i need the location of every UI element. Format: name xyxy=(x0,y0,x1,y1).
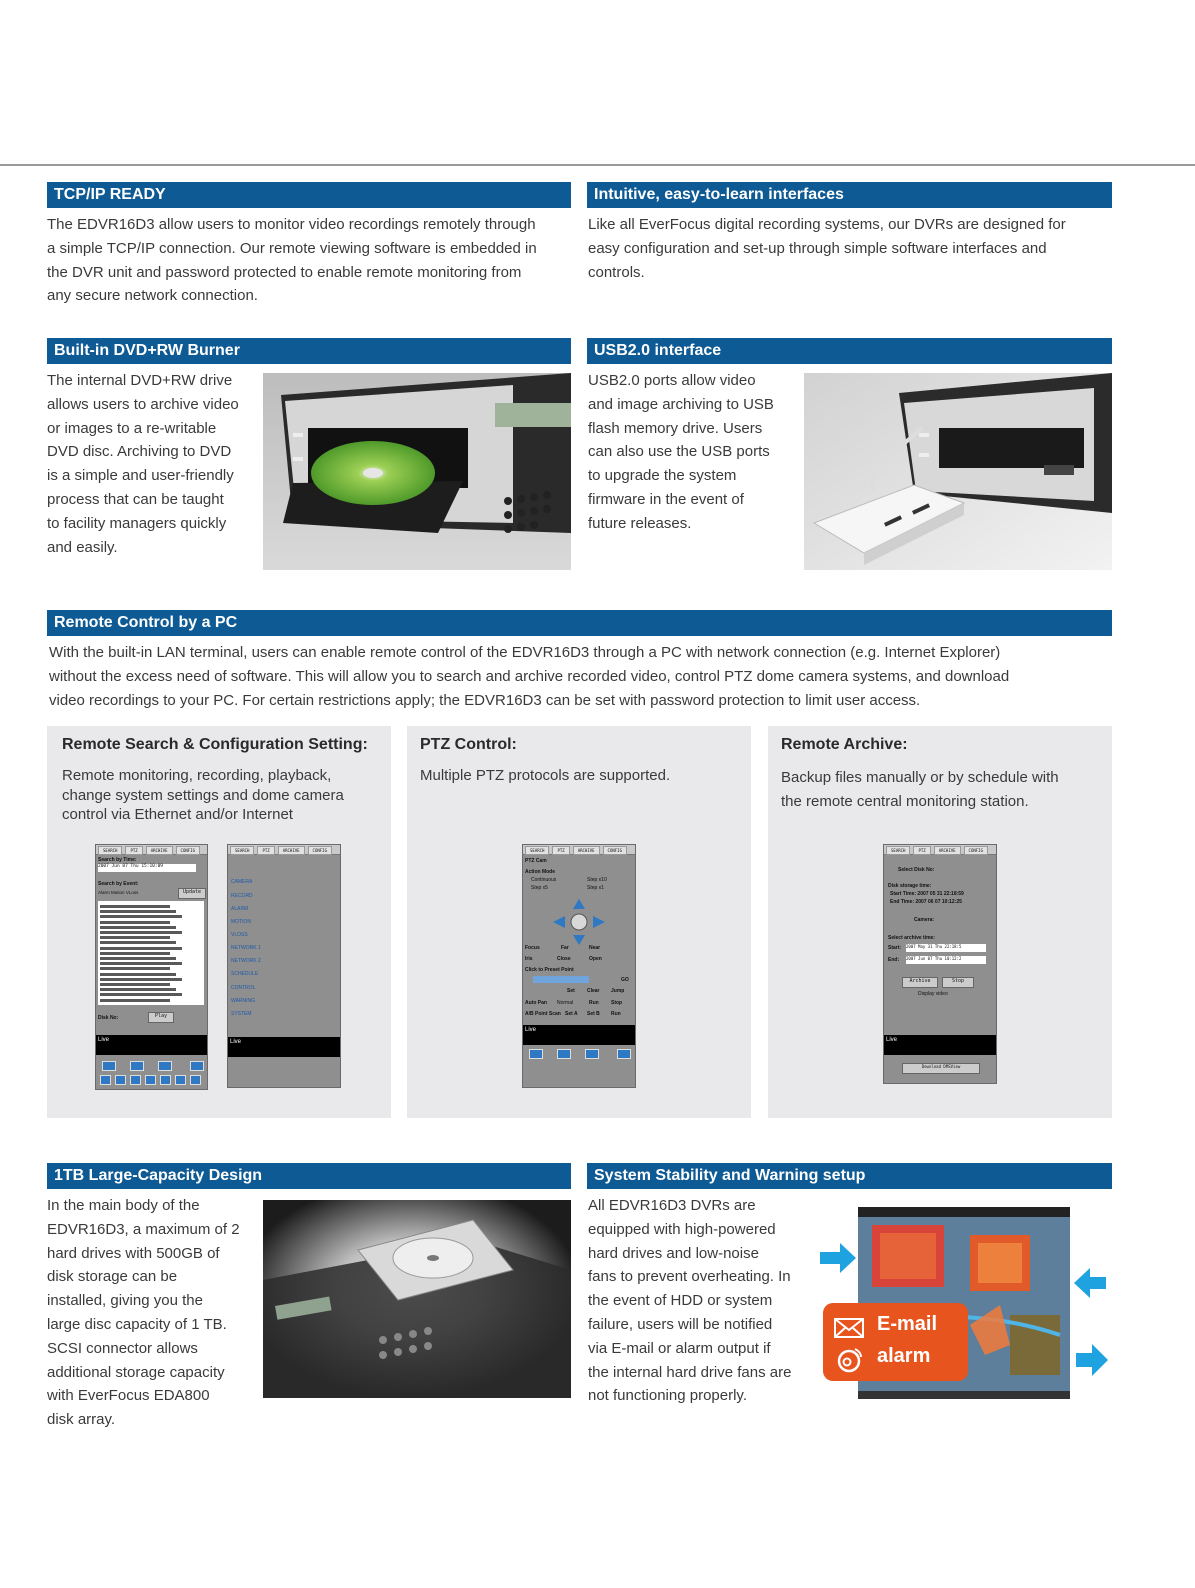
playback-button[interactable] xyxy=(160,1075,171,1085)
remote-text xyxy=(49,641,1114,712)
control-button[interactable] xyxy=(529,1049,543,1059)
set-b-button[interactable]: Set B xyxy=(587,1011,600,1017)
text-line: the DVR unit and password protected to enable remote monitoring from xyxy=(47,263,522,281)
far-button[interactable]: Far xyxy=(561,945,569,951)
tab-archive[interactable]: ARCHIVE xyxy=(278,846,305,855)
text-line: without the excess need of software. This will allow you to search and archive recorded video, control PTZ dome camera systems, and download xyxy=(49,667,1010,685)
event-list-row[interactable] xyxy=(100,988,176,991)
text-line: easy configuration and set-up through simple software interfaces and xyxy=(588,239,1047,257)
arrow-right-icon xyxy=(820,1243,856,1273)
text-line: and image archiving to USB xyxy=(588,395,774,413)
event-list-row[interactable] xyxy=(100,921,170,924)
filter-vloss[interactable]: VLoss xyxy=(125,890,139,895)
archive-button[interactable]: Archive xyxy=(902,977,938,988)
playback-button[interactable] xyxy=(130,1075,141,1085)
tab-archive[interactable]: ARCHIVE xyxy=(934,846,961,855)
dvd-burner-photo xyxy=(263,373,571,570)
text-line: failure, users will be notified xyxy=(588,1315,773,1333)
text-line: Like all EverFocus digital recording systems, our DVRs are designed for xyxy=(588,216,1066,233)
menu-control[interactable]: CONTROL xyxy=(231,985,256,991)
panel-ptz-control xyxy=(407,726,751,1118)
control-button[interactable] xyxy=(557,1049,571,1059)
tab-search[interactable]: SEARCH xyxy=(98,846,122,855)
dvd-text xyxy=(47,369,262,559)
ab-run-button[interactable]: Run xyxy=(611,1011,621,1017)
filter-alarm[interactable]: Alarm xyxy=(98,890,110,895)
playback-button[interactable] xyxy=(175,1075,186,1085)
panel-title: PTZ Control: xyxy=(420,736,517,753)
arrow-right-icon xyxy=(1076,1344,1108,1376)
text-line: SCSI connector allows xyxy=(47,1339,198,1357)
auto-pan-select[interactable]: Normal xyxy=(557,1000,574,1006)
screen-tabs xyxy=(523,845,635,855)
text-line: not functioning properly. xyxy=(588,1387,747,1405)
alarm-label: alarm xyxy=(877,1345,931,1367)
auto-pan-label: Auto Pan xyxy=(525,1000,547,1006)
text-line: the remote central monitoring station. xyxy=(781,793,1029,810)
live-view: Live xyxy=(884,1035,996,1055)
menu-system[interactable]: SYSTEM xyxy=(231,1011,252,1017)
live-view: Live xyxy=(96,1035,207,1055)
menu-vloss[interactable]: VLOSS xyxy=(231,932,248,938)
text-line: video recordings to your PC. For certain restrictions apply; the EDVR16D3 can be set with password protection to limit user access. xyxy=(49,691,921,709)
text-line: All EDVR16D3 DVRs are xyxy=(588,1197,756,1214)
search-by-time-label: Search by Time: xyxy=(98,857,137,863)
download-button[interactable]: Download DMSView xyxy=(902,1063,980,1074)
control-button[interactable] xyxy=(585,1049,599,1059)
playback-button[interactable] xyxy=(190,1075,201,1085)
capacity-text xyxy=(47,1194,262,1432)
mode-step-x10[interactable]: Step x10 xyxy=(587,877,607,883)
text-line: control via Ethernet and/or Internet xyxy=(62,806,293,823)
text-line: DVD disc. Archiving to DVD xyxy=(47,443,232,461)
text-line: additional storage capacity xyxy=(47,1363,225,1381)
text-line: to facility managers quickly xyxy=(47,514,227,532)
play-button[interactable]: Play xyxy=(148,1012,174,1023)
tcpip-text xyxy=(47,213,577,308)
text-line: With the built-in LAN terminal, users can enable remote control of the EDVR16D3 through a PC with network connection (e.g. Internet Explorer) xyxy=(49,644,1001,661)
text-line: fans to prevent overheating. In xyxy=(588,1268,791,1286)
menu-camera[interactable]: CAMERA xyxy=(231,879,253,885)
hard-drive-photo xyxy=(263,1200,571,1398)
control-button[interactable] xyxy=(617,1049,631,1059)
text-line: the internal hard drive fans are xyxy=(588,1363,792,1381)
section-header-remote: Remote Control by a PC xyxy=(47,610,1112,636)
clear-button[interactable]: Clear xyxy=(587,988,600,994)
event-list-row[interactable] xyxy=(100,926,176,929)
arrow-left-icon xyxy=(1074,1268,1106,1298)
text-line: EDVR16D3, a maximum of 2 xyxy=(47,1220,240,1238)
tab-config[interactable]: CONFIG xyxy=(308,846,332,855)
playback-button[interactable] xyxy=(115,1075,126,1085)
iris-label: Iris xyxy=(525,956,533,962)
end-input[interactable]: 2007 Jun 07 Thu 10:12:2 xyxy=(906,956,986,964)
text-line: hard drives with 500GB of xyxy=(47,1244,220,1262)
stop-button[interactable]: Stop xyxy=(942,977,974,988)
display-video-checkbox[interactable]: Display video xyxy=(918,991,948,997)
text-line: disk storage can be xyxy=(47,1268,178,1286)
intuitive-text xyxy=(588,213,1113,284)
text-line: Multiple PTZ protocols are supported. xyxy=(420,767,671,784)
section-header-intuitive: Intuitive, easy-to-learn interfaces xyxy=(587,182,1112,208)
text-line: large disc capacity of 1 TB. xyxy=(47,1315,227,1333)
event-list-row[interactable] xyxy=(100,915,182,918)
event-list-row[interactable] xyxy=(100,941,176,944)
text-line: can also use the USB ports xyxy=(588,443,770,461)
event-list-row[interactable] xyxy=(100,947,182,950)
close-button[interactable]: Close xyxy=(557,956,571,962)
update-button[interactable]: Update xyxy=(178,888,206,899)
text-line: USB2.0 ports allow video xyxy=(588,372,756,389)
menu-network-2[interactable]: NETWORK 2 xyxy=(231,958,261,964)
preset-label: Click to Preset Point xyxy=(525,967,574,973)
event-filters xyxy=(98,890,138,895)
jump-button[interactable]: Jump xyxy=(611,988,625,994)
panel-remote-search xyxy=(47,726,391,1118)
panel-desc xyxy=(62,766,382,825)
text-line: Remote monitoring, recording, playback, xyxy=(62,767,332,784)
section-header-tcpip: TCP/IP READY xyxy=(47,182,571,208)
control-button[interactable] xyxy=(158,1061,172,1071)
menu-warning[interactable]: WARNING xyxy=(231,998,255,1004)
event-list-row[interactable] xyxy=(100,999,170,1002)
end-label: End: xyxy=(888,957,900,963)
menu-schedule[interactable]: SCHEDULE xyxy=(231,971,259,977)
text-line: firmware in the event of xyxy=(588,490,744,508)
ptz-cam-label: PTZ Cam xyxy=(525,858,547,864)
text-line: or images to a re-writable xyxy=(47,419,217,437)
tab-search[interactable]: SEARCH xyxy=(886,846,910,855)
storage-end: End Time: 2007 06 07 10:12:25 xyxy=(890,899,962,905)
live-view: Live xyxy=(228,1037,340,1057)
control-button[interactable] xyxy=(190,1061,204,1071)
dvr-internals-photo xyxy=(820,1205,1112,1405)
panel-title: Remote Search & Configuration Setting: xyxy=(62,736,368,753)
text-line: is a simple and user-friendly xyxy=(47,467,234,485)
open-button[interactable]: Open xyxy=(589,956,602,962)
usb-text xyxy=(588,369,798,536)
control-buttons xyxy=(523,1049,635,1061)
mode-continuous[interactable]: Continuous xyxy=(531,877,557,883)
text-line: change system settings and dome camera xyxy=(62,786,344,804)
panel-desc xyxy=(420,766,740,786)
control-button[interactable] xyxy=(130,1061,144,1071)
screen-tabs xyxy=(884,845,996,855)
text-line: flash memory drive. Users xyxy=(588,419,763,437)
storage-time-label: Disk storage time: xyxy=(888,883,932,889)
event-list-row[interactable] xyxy=(100,978,182,981)
control-button[interactable] xyxy=(102,1061,116,1071)
event-list-row[interactable] xyxy=(100,910,176,913)
camera-label: Camera: xyxy=(914,917,935,923)
set-a-button[interactable]: Set A xyxy=(565,1011,578,1017)
ab-scan-label: A/B Point Scan xyxy=(525,1011,561,1017)
playback-button[interactable] xyxy=(100,1075,111,1085)
text-line: The internal DVD+RW drive xyxy=(47,372,233,389)
text-line: hard drives and low-noise xyxy=(588,1244,759,1262)
playback-button[interactable] xyxy=(145,1075,156,1085)
focus-label: Focus xyxy=(525,945,540,951)
screen-tabs xyxy=(96,845,207,855)
text-line: to upgrade the system xyxy=(588,467,737,485)
tab-search[interactable]: SEARCH xyxy=(230,846,254,855)
text-line: equipped with high-powered xyxy=(588,1220,776,1238)
section-header-stability: System Stability and Warning setup xyxy=(587,1163,1112,1189)
text-line: with EverFocus EDA800 xyxy=(47,1387,210,1405)
filter-motion[interactable]: Motion xyxy=(111,890,125,895)
storage-start: Start Time: 2007 05 31 22:18:59 xyxy=(890,891,964,897)
live-view: Live xyxy=(523,1025,635,1045)
text-line: Backup files manually or by schedule with xyxy=(781,769,1059,786)
control-buttons xyxy=(96,1061,207,1073)
event-list-row[interactable] xyxy=(100,962,182,965)
start-input[interactable]: 2007 May 31 Thu 22:18:5 xyxy=(906,944,986,952)
text-line: controls. xyxy=(588,263,645,281)
archive-screen xyxy=(883,844,997,1084)
tab-ptz[interactable]: PTZ xyxy=(913,846,930,855)
tab-archive[interactable]: ARCHIVE xyxy=(573,846,600,855)
text-line: allows users to archive video xyxy=(47,395,239,413)
text-line: In the main body of the xyxy=(47,1197,200,1214)
search-by-event-label: Search by Event: xyxy=(98,881,139,887)
event-list-row[interactable] xyxy=(100,957,176,960)
event-list-row[interactable] xyxy=(100,931,182,934)
ptz-screen xyxy=(522,844,636,1088)
text-line: process that can be taught xyxy=(47,490,224,508)
tab-ptz[interactable]: PTZ xyxy=(257,846,274,855)
event-list-row[interactable] xyxy=(100,967,170,970)
event-list-row[interactable] xyxy=(100,936,170,939)
tab-search[interactable]: SEARCH xyxy=(525,846,549,855)
event-list-row[interactable] xyxy=(100,905,170,908)
section-header-dvd: Built-in DVD+RW Burner xyxy=(47,338,571,364)
tab-config[interactable]: CONFIG xyxy=(176,846,200,855)
action-mode-label: Action Mode xyxy=(525,869,555,875)
tab-ptz[interactable]: PTZ xyxy=(552,846,569,855)
panel-remote-archive xyxy=(768,726,1112,1118)
top-rule xyxy=(0,164,1195,166)
event-list-row[interactable] xyxy=(100,952,170,955)
start-label: Start: xyxy=(888,945,902,951)
stability-text xyxy=(588,1194,813,1408)
envelope-icon xyxy=(833,1317,865,1339)
menu-record[interactable]: RECORD xyxy=(231,893,253,899)
event-list-row[interactable] xyxy=(100,993,182,996)
text-line: a simple TCP/IP connection. Our remote viewing software is embedded in xyxy=(47,239,537,257)
usb-interface-photo xyxy=(804,373,1112,570)
text-line: via E-mail or alarm output if xyxy=(588,1339,771,1357)
run-button[interactable]: Run xyxy=(589,1000,599,1006)
mode-step-x1[interactable]: Step x1 xyxy=(587,885,604,891)
alert-badge xyxy=(823,1303,968,1381)
alarm-icon xyxy=(835,1347,863,1373)
menu-alarm[interactable]: ALARM xyxy=(231,906,249,912)
section-header-capacity: 1TB Large-Capacity Design xyxy=(47,1163,571,1189)
event-list-row[interactable] xyxy=(100,973,176,976)
text-line: any secure network connection. xyxy=(47,287,258,305)
config-screen xyxy=(227,844,341,1088)
near-button[interactable]: Near xyxy=(589,945,601,951)
preset-points[interactable] xyxy=(533,976,589,983)
text-line: future releases. xyxy=(588,514,692,532)
email-label: E-mail xyxy=(877,1313,938,1335)
menu-motion[interactable]: MOTION xyxy=(231,919,251,925)
select-time-label: Select archive time: xyxy=(888,935,935,941)
tab-archive[interactable]: ARCHIVE xyxy=(146,846,173,855)
time-input[interactable]: 2007 Jun 07 Thu 15:10:09 xyxy=(98,864,196,872)
text-line: The EDVR16D3 allow users to monitor video recordings remotely through xyxy=(47,216,536,233)
panel-title: Remote Archive: xyxy=(781,736,908,753)
tab-ptz[interactable]: PTZ xyxy=(125,846,142,855)
text-line: disk array. xyxy=(47,1411,116,1429)
menu-network-1[interactable]: NETWORK 1 xyxy=(231,945,261,951)
stop-button[interactable]: Stop xyxy=(611,1000,623,1006)
select-disk-label: Select Disk No: xyxy=(898,867,935,873)
tab-config[interactable]: CONFIG xyxy=(603,846,627,855)
disk-no-label: Disk No: xyxy=(98,1015,119,1021)
section-header-usb: USB2.0 interface xyxy=(587,338,1112,364)
tab-config[interactable]: CONFIG xyxy=(964,846,988,855)
screen-tabs xyxy=(228,845,340,855)
playback-buttons xyxy=(96,1075,207,1087)
text-line: installed, giving you the xyxy=(47,1292,203,1310)
text-line: the event of HDD or system xyxy=(588,1292,773,1310)
go-button[interactable]: GO xyxy=(621,977,629,983)
ptz-direction-pad[interactable] xyxy=(549,897,609,947)
set-button[interactable]: Set xyxy=(567,988,575,994)
panel-desc xyxy=(781,766,1101,814)
event-list-row[interactable] xyxy=(100,983,170,986)
mode-step-x5[interactable]: Step x5 xyxy=(531,885,548,891)
search-screen xyxy=(95,844,208,1090)
text-line: and easily. xyxy=(47,538,118,556)
